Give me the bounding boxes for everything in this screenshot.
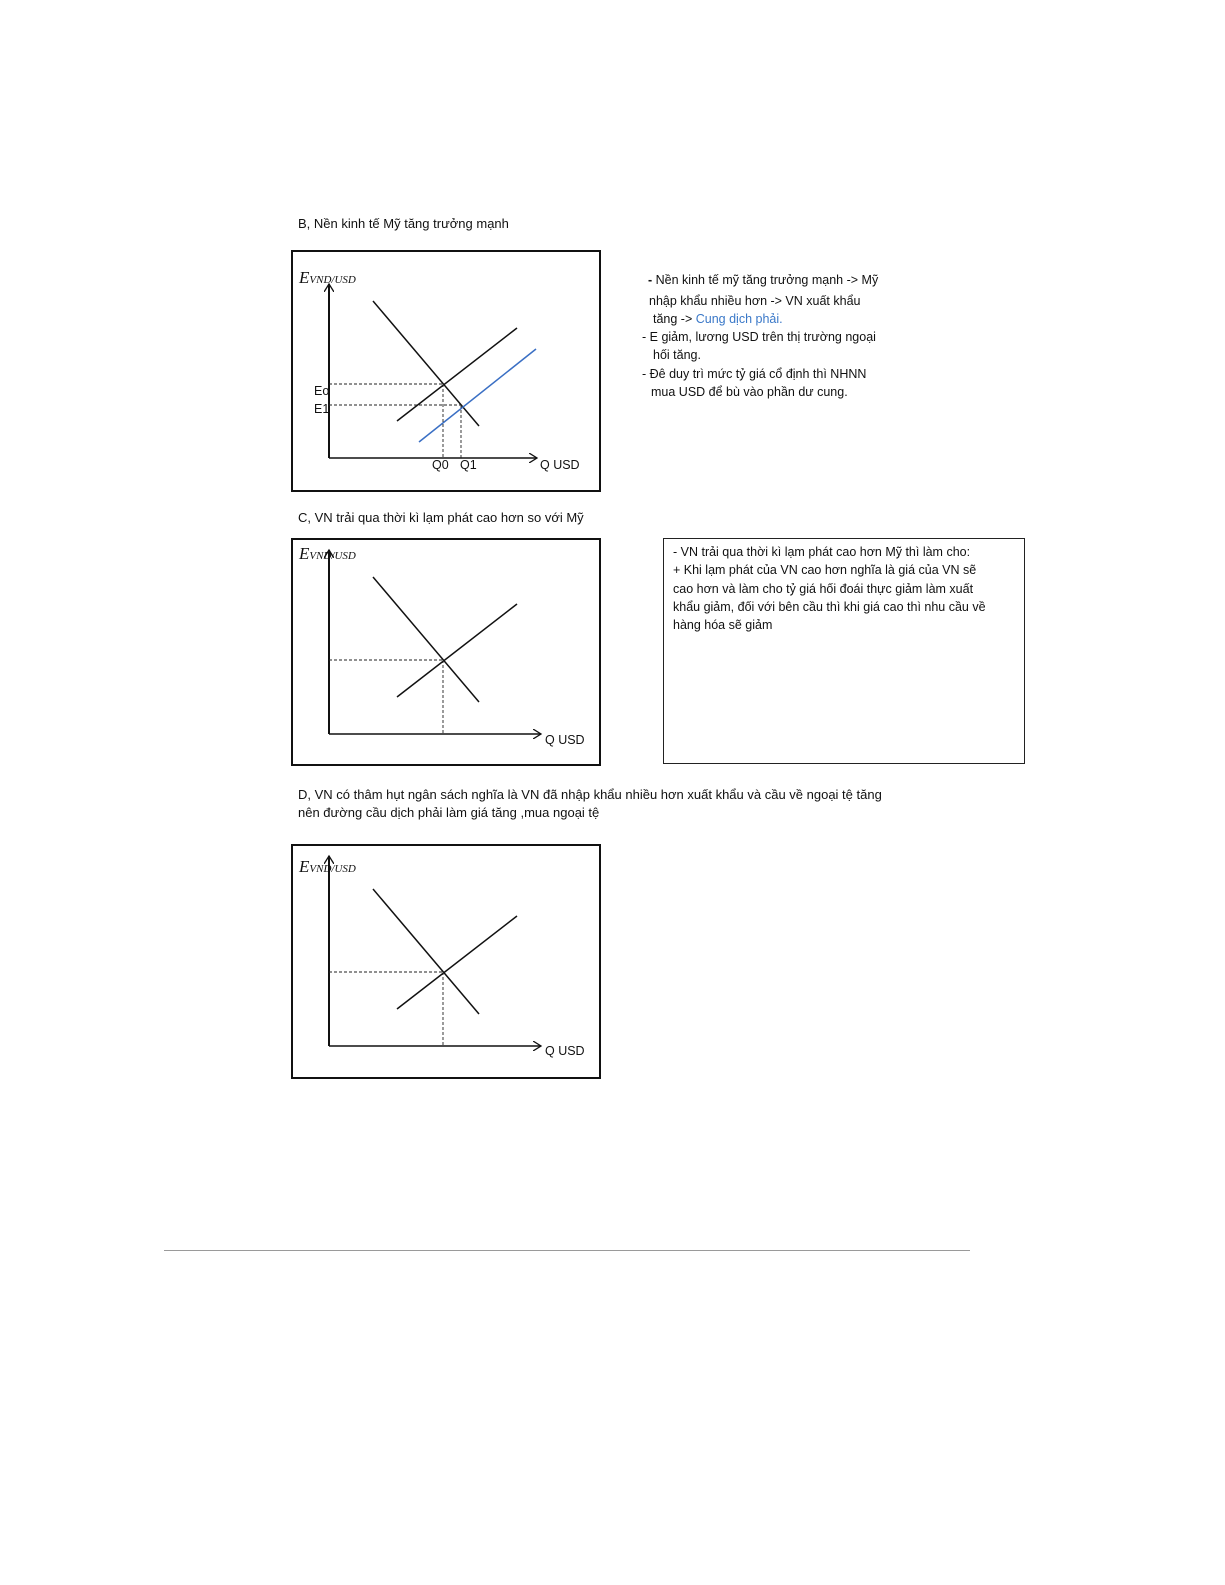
section-b-heading: B, Nền kinh tế Mỹ tăng trưởng mạnh: [298, 216, 509, 231]
note-b-4: - E giảm, lương USD trên thị trường ngoại: [642, 330, 876, 344]
supply-line: [397, 604, 517, 697]
demand-line: [373, 889, 479, 1014]
q1-label: Q1: [460, 458, 477, 472]
section-c-textbox: [663, 538, 1025, 764]
chart-d: [291, 844, 601, 1079]
note-b-3: tăng -> Cung dịch phải.: [653, 312, 783, 326]
supply-shifted-line: [419, 349, 536, 442]
demand-line: [373, 577, 479, 702]
section-c-heading: C, VN trải qua thời kì lạm phát cao hơn so với Mỹ: [298, 510, 584, 525]
textbox-line: khẩu giảm, đối với bên cầu thì khi giá cao thì nhu cầu về: [673, 599, 986, 614]
x-axis-title: Q USD: [540, 458, 580, 472]
y-axis-title: EVND/USD: [299, 857, 356, 876]
supply-line: [397, 916, 517, 1009]
textbox-line: + Khi lạm phát của VN cao hơn nghĩa là giá của VN sẽ: [673, 563, 977, 578]
chart-d-plot: [293, 846, 599, 1077]
note-b-highlight: Cung dịch phải.: [695, 312, 783, 326]
note-b-2: nhập khẩu nhiều hơn -> VN xuất khẩu: [649, 294, 861, 308]
y-axis-title: EVND/USD: [299, 268, 356, 287]
x-axis-title: Q USD: [545, 1044, 585, 1058]
supply-line: [397, 328, 517, 421]
textbox-line: cao hơn và làm cho tỷ giá hối đoái thực giảm làm xuất: [673, 581, 974, 596]
page-divider: [164, 1250, 970, 1251]
q0-label: Q0: [432, 458, 449, 472]
x-axis-title: Q USD: [545, 733, 585, 747]
textbox-line: hàng hóa sẽ giảm: [673, 618, 773, 633]
chart-c: [291, 538, 601, 766]
note-b-5: hối tăng.: [653, 348, 701, 362]
note-b-1: - Nền kinh tế mỹ tăng trưởng mạnh -> Mỹ: [648, 273, 879, 287]
chart-b: [291, 250, 601, 492]
textbox-line: - VN trải qua thời kì lạm phát cao hơn Mỹ thì làm cho:: [673, 545, 971, 559]
y-axis-title: EVND/USD: [299, 544, 356, 563]
section-d-heading-line1: D, VN có thâm hụt ngân sách nghĩa là VN đã nhập khẩu nhiều hơn xuất khẩu và cầu về ngoại tệ tăng: [298, 787, 882, 802]
eo-label: Eo: [314, 384, 330, 398]
chart-c-plot: [293, 540, 599, 764]
section-d-heading-line2: nên đường cầu dịch phải làm giá tăng ,mua ngoại tệ: [298, 805, 600, 820]
e1-label: E1: [314, 402, 330, 416]
note-b-6: - Đê duy trì mức tỷ giá cổ định thì NHNN: [642, 367, 867, 381]
note-b-7: mua USD để bù vào phần dư cung.: [651, 385, 848, 399]
